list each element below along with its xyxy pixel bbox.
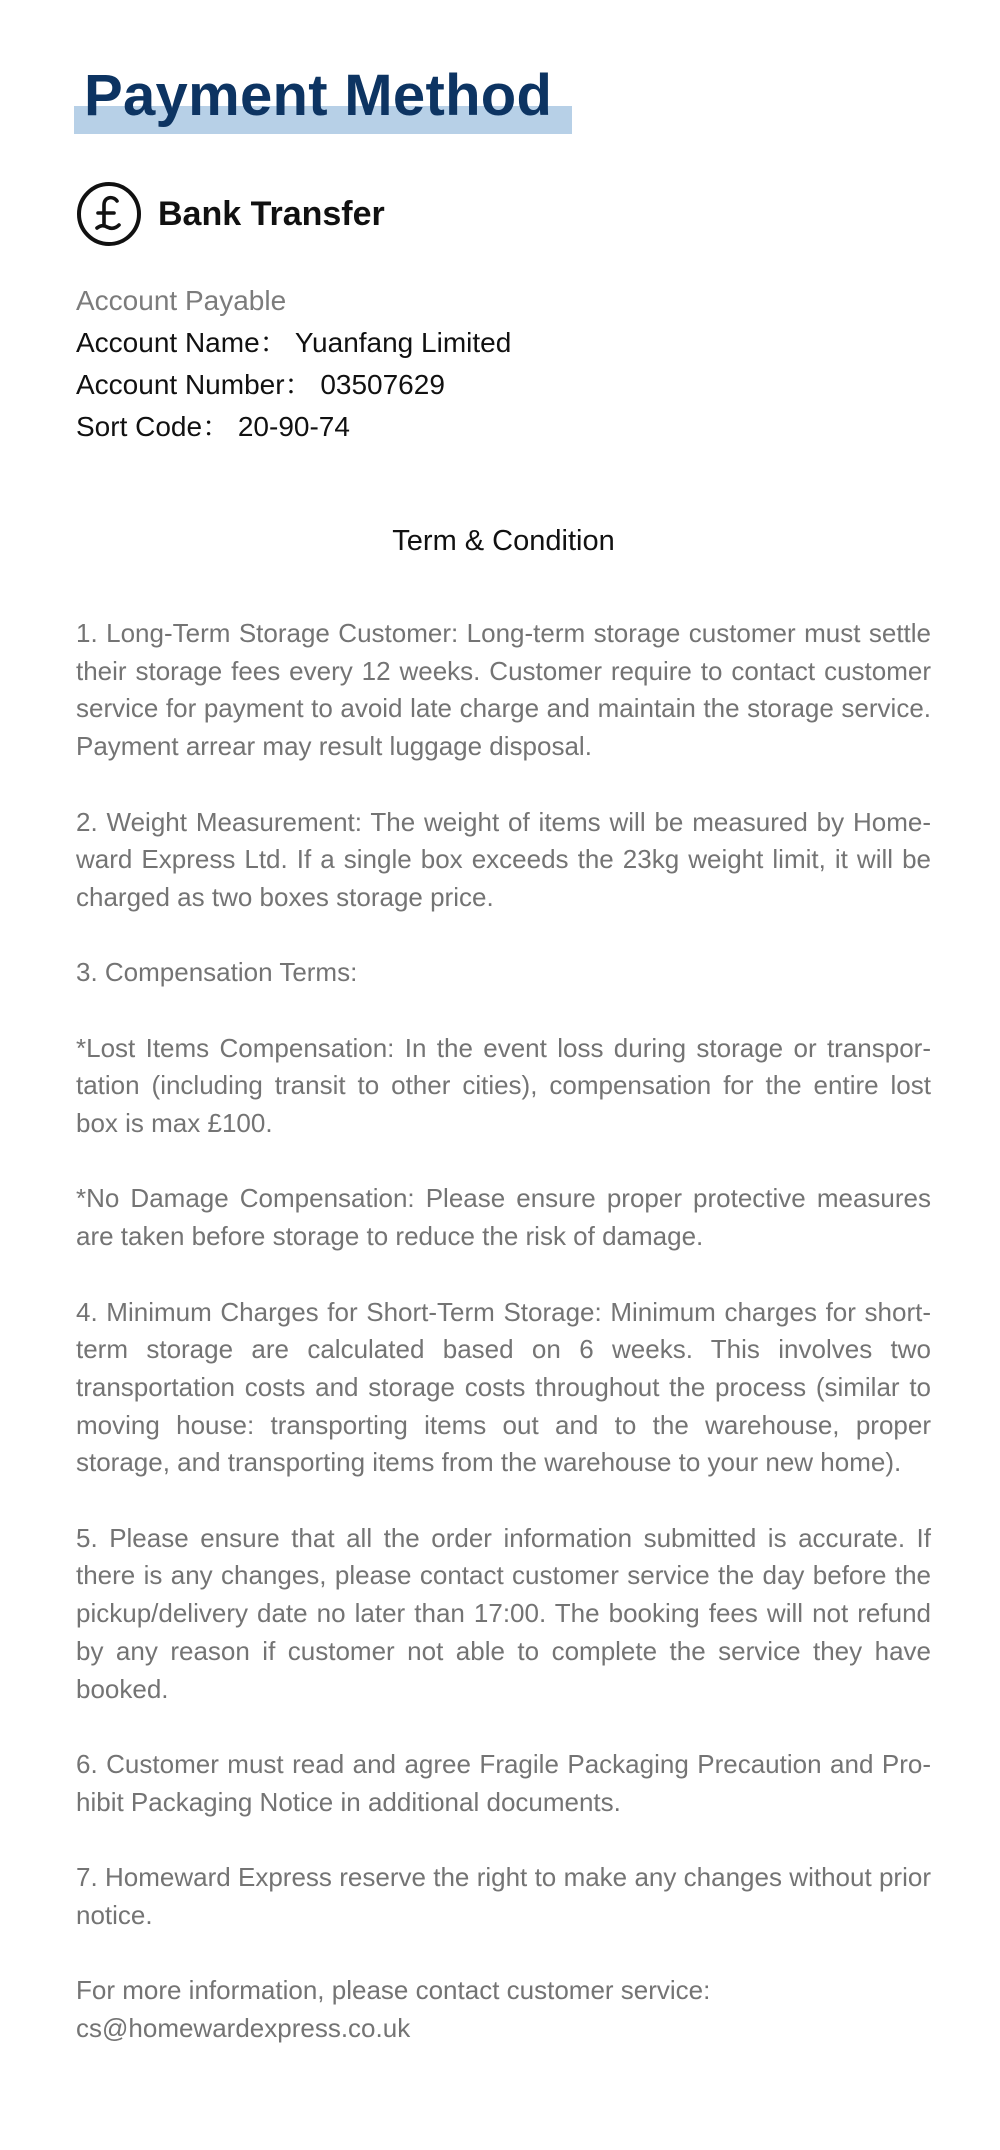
account-number: Account Number： 03507629 [76,369,445,400]
term-item: 3. Compensation Terms: [76,957,358,988]
term-item: 2. Weight Measurement: The weight of items will be measured by Homeward Express Ltd. If a single box exceeds the 23kg weight limit, it will be charged as two boxes storage price. [76,806,931,912]
term-item: 5. Please ensure that all the order information submitted is accurate. If there is any changes, please contact customer service the day before the pickup/delivery date no later than 17:00. The booking fees will not refund by any reason if customer not able to complete the service they have booked. [76,1522,931,1704]
term-item: 7. Homeward Express reserve the right to make any changes without prior notice. [76,1862,931,1930]
sort-code: Sort Code： 20-90-74 [76,411,350,442]
page-title: Payment Method [84,63,553,128]
title-block [74,60,574,140]
pound-sterling-icon [76,181,142,247]
terms-heading: Term & Condition [392,525,615,557]
account-name: Account Name： Yuanfang Limited [76,327,512,358]
term-item: 1. Long-Term Storage Customer: Long-term storage customer must settle their storage fees every 12 weeks. Customer require to contact customer service for payment to avoid late charge and maintain the storage service. Payment arrear may result luggage disposal. [76,618,931,762]
term-item: *Lost Items Compensation: In the event loss during storage or transportation (including transit to other cities), compensation for the entire lost box is max £100. [76,1032,931,1139]
contact-info [76,1972,931,2047]
payment-method-row [76,178,385,250]
account-details [76,280,896,448]
contact-text: For more information, please contact customer service: [76,1975,711,2006]
term-item: *No Damage Compensation: Please ensure proper protective measures are taken before storage to reduce the risk of damage. [76,1183,931,1252]
term-item: 4. Minimum Charges for Short-Term Storage: Minimum charges for short-term storage are calculated based on 6 weeks. This involves two transportation costs and storage costs throughout the process (similar to moving house: transporting items out and to the warehouse, proper storage, and transporting items from the warehouse to your new home). [76,1296,931,1478]
account-payable-label: Account Payable [76,285,287,316]
term-item: 6. Customer must read and agree Fragile Packaging Precaution and Prohibit Packaging Notice in additional documents. [76,1748,931,1817]
contact-email: cs@homewardexpress.co.uk [76,2012,411,2043]
terms-list [76,615,931,2048]
payment-method-label: Bank Transfer [158,194,385,233]
